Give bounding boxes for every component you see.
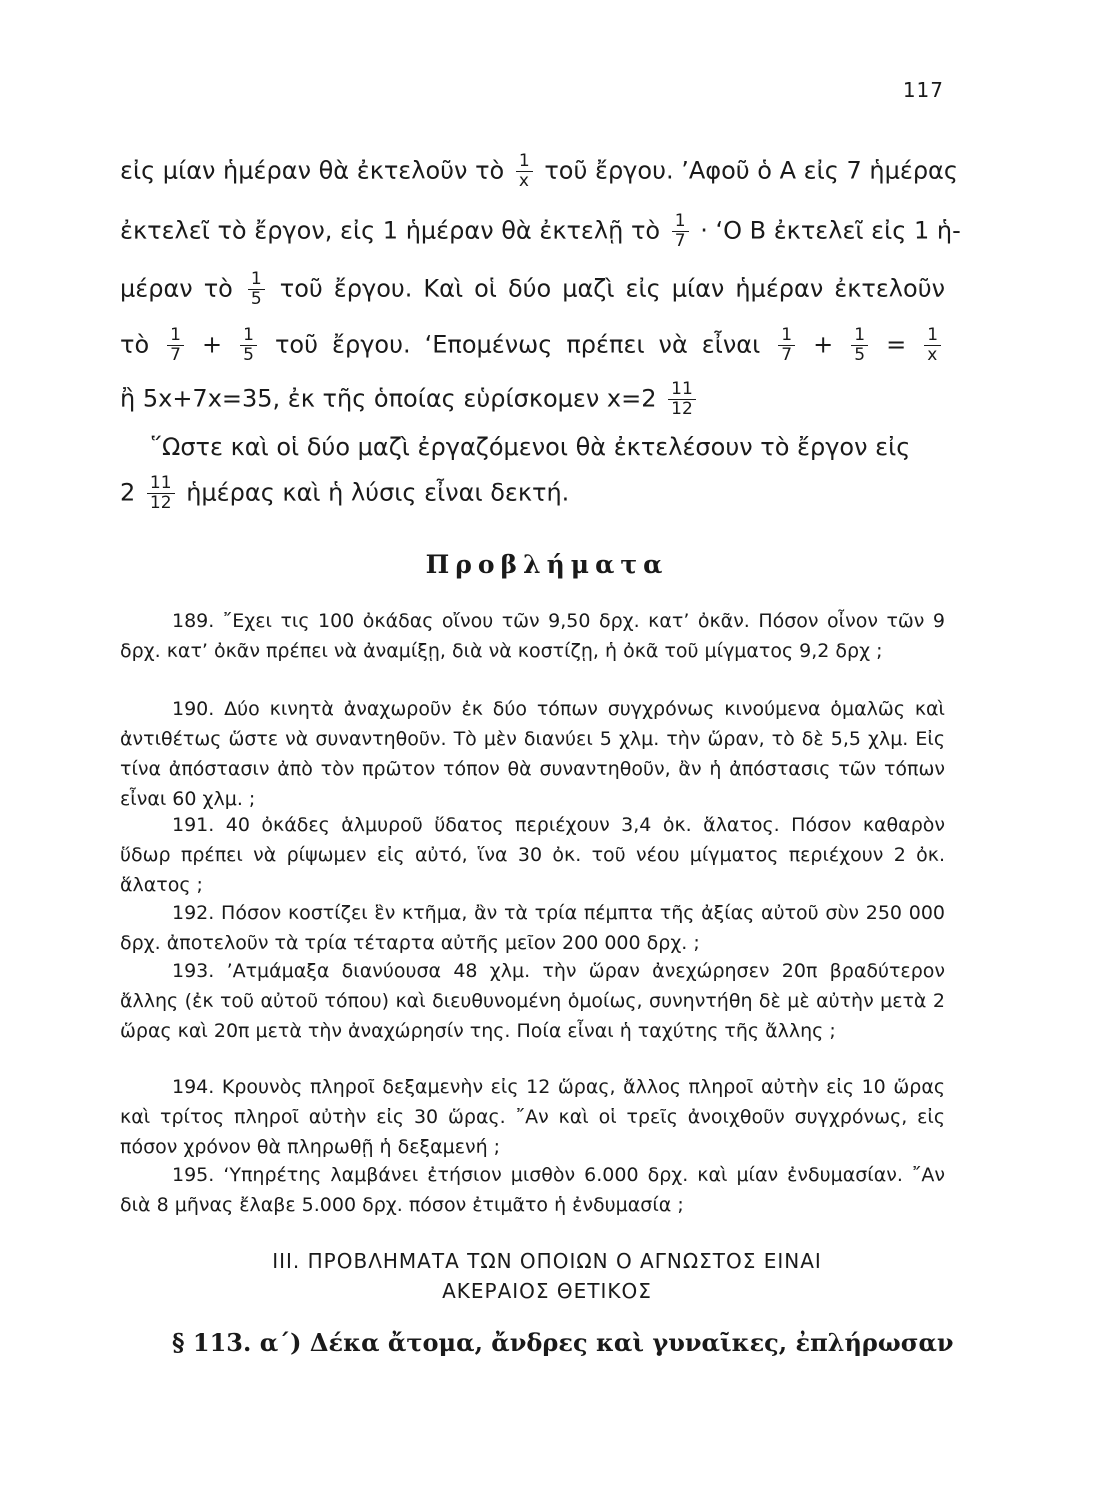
problem-190: 190. Δύο κινητὰ ἀναχωροῦν ἐκ δύο τόπων συγχρόνως κινούμενα ὁμαλῶς καὶ ἀντιθέτως ὥστε νὰ συναντηθοῦν. Τὸ μὲν διανύει 5 χλμ. τὴν ὥραν, τὸ δὲ 5,5 χλμ. Εἰς τίνα ἀπόστασιν ἀπὸ τὸν πρῶτον τόπον θὰ συναντηθοῦν, ἂν ἡ ἀπόστασις τῶν τόπων εἶναι 60 χλμ. ;: [120, 698, 945, 810]
text-line-4: τὸ $\frac{1}{7}$ + $\frac{1}{5}$ τοῦ ἔργου. ‘Επομένως πρέπει νὰ εἶναι $\frac{1}{7}$ + $\frac{1}{5}$ = $\frac{1}{x}$: [120, 326, 945, 365]
text-line-6: ῞Ωστε καὶ οἱ δύο μαζὶ ἐργαζόμενοι θὰ ἐκτελέσουν τὸ ἔργον εἰς: [150, 433, 911, 461]
fraction: $\frac{11}{12}$: [147, 474, 175, 513]
text-line-3: μέραν τὸ $\frac{1}{5}$ τοῦ ἔργου. Καὶ οἱ δύο μαζὶ εἰς μίαν ἡμέραν ἐκτελοῦν: [120, 269, 945, 309]
fraction: $\frac{1}{5}$: [248, 270, 265, 309]
problem-195: 195. ‘Υπηρέτης λαμβάνει ἐτήσιον μισθὸν 6.000 δρχ. καὶ μίαν ἐνδυμασίαν. ῎Αν διὰ 8 μῆνας ἔλαβε 5.000 δρχ. πόσον ἐτιμᾶτο ἡ ἐνδυμασία ;: [120, 1164, 945, 1216]
fraction: $\frac{1}{7}$: [672, 212, 689, 251]
fraction: $\frac{1}{7}$: [778, 326, 795, 365]
fraction: $\frac{1}{x}$: [924, 326, 941, 365]
fraction: $\frac{1}{5}$: [851, 326, 868, 365]
fraction: $\frac{1}{x}$: [516, 152, 533, 191]
text-line-1: εἰς μίαν ἡμέραν θὰ ἐκτελοῦν τὸ $\frac{1}{x}$ τοῦ ἔργου. ’Αφοῦ ὁ Α εἰς 7 ἡμέρας: [120, 151, 958, 191]
problems-heading: Προβλήματα: [425, 550, 669, 579]
text-line-2: ἐκτελεῖ τὸ ἔργον, εἰς 1 ἡμέραν θὰ ἐκτελῇ τὸ $\frac{1}{7}$ · ‘Ο Β ἐκτελεῖ εἰς 1 ἡ-: [120, 211, 961, 251]
problem-191: 191. 40 ὀκάδες ἁλμυροῦ ὕδατος περιέχουν 3,4 ὀκ. ἅλατος. Πόσον καθαρὸν ὕδωρ πρέπει νὰ ρίψωμεν εἰς αὐτό, ἵνα 30 ὀκ. τοῦ νέου μίγματος περιέχουν 2 ὀκ. ἅλατος ;: [120, 814, 945, 896]
section-113-text: § 113. α΄) Δέκα ἄτομα, ἄνδρες καὶ γυναῖκες, ἐπλήρωσαν: [172, 1328, 954, 1357]
chapter-title-line1: III. ΠΡΟΒΛΗΜΑΤΑ ΤΩΝ ΟΠΟΙΩΝ Ο ΑΓΝΩΣΤΟΣ ΕΙΝΑΙ: [272, 1249, 822, 1273]
fraction: $\frac{1}{5}$: [240, 326, 257, 365]
problem-189: 189. ῎Εχει τις 100 ὀκάδας οἴνου τῶν 9,50 δρχ. κατ’ ὀκᾶν. Πόσον οἶνον τῶν 9 δρχ. κατ’ ὀκᾶν πρέπει νὰ ἀναμίξῃ, διὰ νὰ κοστίζῃ, ἡ ὀκᾶ τοῦ μίγματος 9,2 δρχ ;: [120, 610, 945, 662]
problem-193: 193. ’Ατμάμαξα διανύουσα 48 χλμ. τὴν ὥραν ἀνεχώρησεν 20π βραδύτερον ἄλλης (ἐκ τοῦ αὐτοῦ τόπου) καὶ διευθυνομένη ὁμοίως, συνηντήθη δὲ μὲ αὐτὴν μετὰ 2 ὥρας καὶ 20π μετὰ τὴν ἀναχώρησίν της. Ποία εἶναι ἡ ταχύτης τῆς ἄλλης ;: [120, 960, 945, 1042]
problem-194: 194. Κρουνὸς πληροῖ δεξαμενὴν εἰς 12 ὥρας, ἄλλος πληροῖ αὐτὴν εἰς 10 ὥρας καὶ τρίτος πληροῖ αὐτὴν εἰς 30 ὥρας. ῎Αν καὶ οἱ τρεῖς ἀνοιχθοῦν συγχρόνως, εἰς πόσον χρόνον θὰ πληρωθῇ ἡ δεξαμενή ;: [120, 1076, 945, 1158]
fraction: $\frac{11}{12}$: [668, 380, 696, 419]
text-line-5: ἢ 5x+7x=35, ἐκ τῆς ὁποίας εὑρίσκομεν x=2 $\frac{11}{12}$: [120, 380, 945, 419]
page-number: 117: [902, 78, 944, 102]
chapter-title-line2: ΑΚΕΡΑΙΟΣ ΘΕΤΙΚΟΣ: [442, 1279, 652, 1303]
problem-192: 192. Πόσον κοστίζει ἓν κτῆμα, ἂν τὰ τρία πέμπτα τῆς ἀξίας αὐτοῦ σὺν 250 000 δρχ. ἀποτελοῦν τὰ τρία τέταρτα αὐτῆς μεῖον 200 000 δρχ. ;: [120, 902, 945, 954]
text-line-7: 2 $\frac{11}{12}$ ἡμέρας καὶ ἡ λύσις εἶναι δεκτή.: [120, 473, 570, 513]
fraction: $\frac{1}{7}$: [167, 326, 184, 365]
